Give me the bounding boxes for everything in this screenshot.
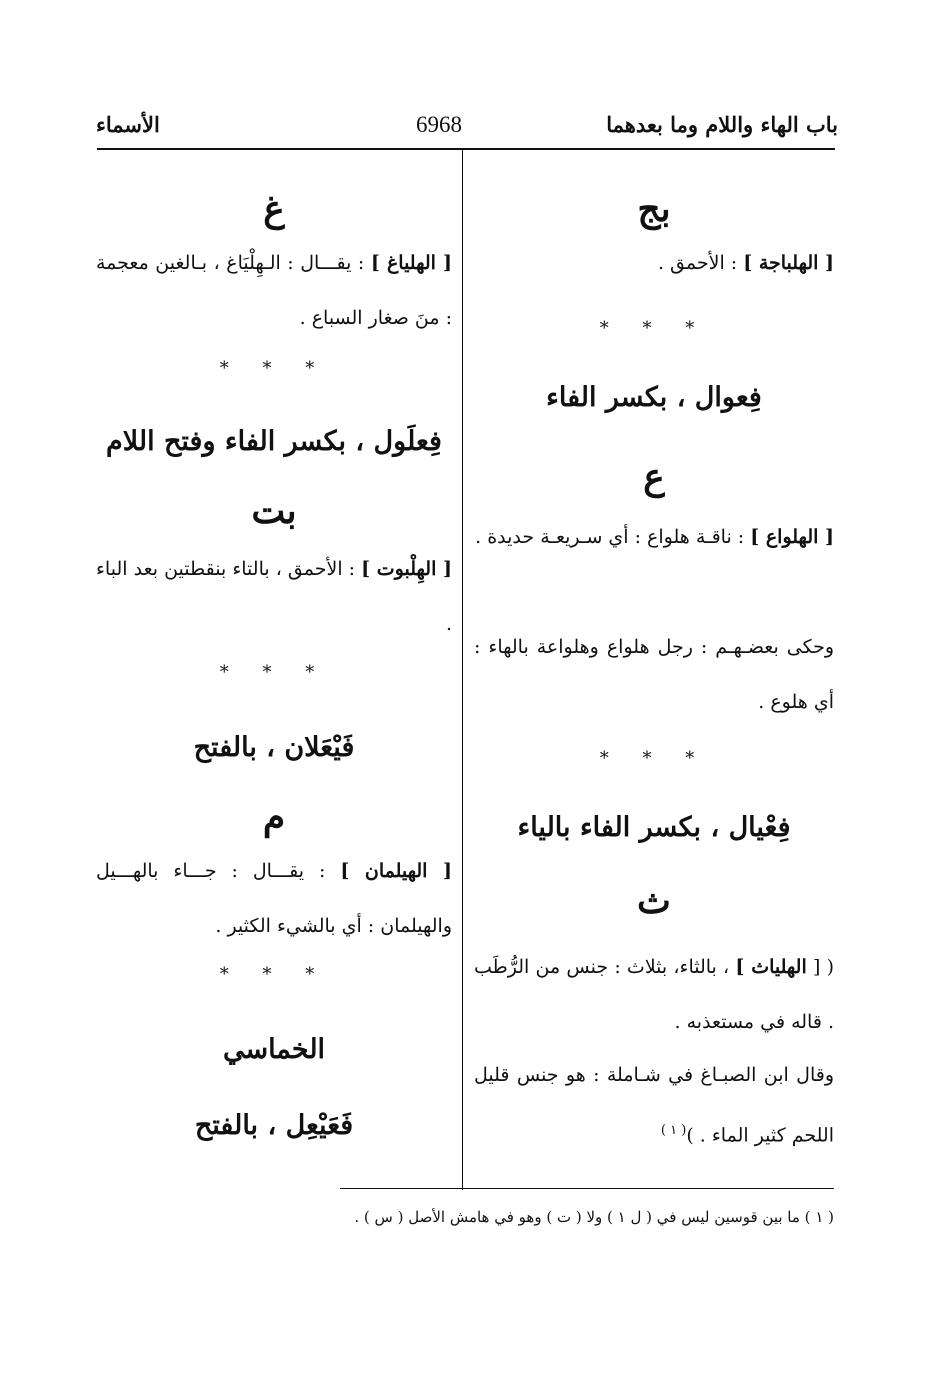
- section-heading: فَيْعَلان ، بالفتح: [193, 732, 355, 763]
- footnote-rule: [340, 1188, 834, 1189]
- separator-stars: * * *: [599, 318, 709, 339]
- entry-hilwa: [474, 510, 834, 565]
- section-title: الأسماء: [96, 112, 160, 137]
- section-heading: الخماسي: [222, 1034, 326, 1065]
- root-letter-ghain: غ: [263, 188, 285, 230]
- entry-paren: ( [: [806, 956, 834, 978]
- entry-hilyath: [474, 940, 834, 1050]
- entry-head: [ الهِلْبوت ]: [361, 558, 452, 580]
- column-divider: [462, 150, 463, 1190]
- root-letter-bt: بت: [251, 490, 297, 532]
- section-heading: فِعلَول ، بكسر الفاء وفتح اللام: [106, 426, 442, 457]
- entry-body: : ناقـة هلواع : أي سـريعـة حديدة .: [475, 526, 745, 548]
- root-letter-bj: بج: [637, 188, 671, 230]
- entry-hilyath-continued: [474, 1048, 834, 1163]
- entry-hilyagh: [96, 236, 452, 346]
- entry-hulbaja: [474, 236, 834, 291]
- entry-head: [ الهلواع ]: [750, 526, 834, 548]
- entry-head: الهلياث ]: [735, 956, 807, 978]
- entry-body: : يقـــال : الـهِلْيَاغ ، بـالغين معجمة : منَ صغار السباع .: [96, 252, 452, 329]
- entry-body: : يقـــال : جـــاء بالهـــيل والهيلمان : أي بالشيء الكثير .: [96, 860, 452, 937]
- entry-body: ، بالثاء، بثلاث : جنس من الرُّطَب . قاله في مستعذبه .: [474, 956, 834, 1033]
- root-letter-tha: ث: [637, 880, 671, 922]
- section-heading: فَعَيْعِل ، بالفتح: [194, 1110, 354, 1141]
- entry-hilbut: [96, 542, 452, 652]
- entry-body: وقال ابن الصبـاغ في شـاملة : هو جنس قليل اللحم كثير الماء . ): [474, 1064, 834, 1147]
- page-number: 6968: [416, 112, 462, 137]
- entry-head: [ الهلياغ ]: [370, 252, 452, 274]
- chapter-title: باب الهاء واللام وما بعدهما: [606, 112, 838, 137]
- root-letter-ain: ع: [643, 456, 665, 498]
- entry-body: : الأحمق ، بالتاء بنقطتين بعد الباء .: [96, 558, 452, 635]
- entry-haylaman: [96, 844, 452, 954]
- separator-stars: * * *: [599, 748, 709, 769]
- section-heading: فِعْيال ، بكسر الفاء بالياء: [517, 812, 791, 843]
- page-header: [0, 108, 946, 148]
- entry-head: [ الهلباجة ]: [743, 252, 834, 274]
- root-letter-mim: م: [262, 796, 286, 838]
- entry-hilwa-continued: وحكى بعضـهـم : رجل هلواع وهلواعة بالهاء : أي هلوع .: [474, 636, 834, 713]
- separator-stars: * * *: [219, 358, 329, 379]
- section-heading: فِعوال ، بكسر الفاء: [546, 382, 762, 413]
- separator-stars: * * *: [219, 662, 329, 683]
- entry-head: [ الهيلمان ]: [340, 860, 452, 882]
- header-rule: [97, 148, 835, 150]
- footnote-marker: ( ١ ): [660, 1123, 687, 1138]
- entry-body: : الأحمق .: [657, 252, 738, 274]
- footnote: ( ١ ) ما بين قوسين ليس في ( ل ١ ) ولا ( ت ) وهو في هامش الأصل ( س ) .: [354, 1208, 834, 1226]
- separator-stars: * * *: [219, 964, 329, 985]
